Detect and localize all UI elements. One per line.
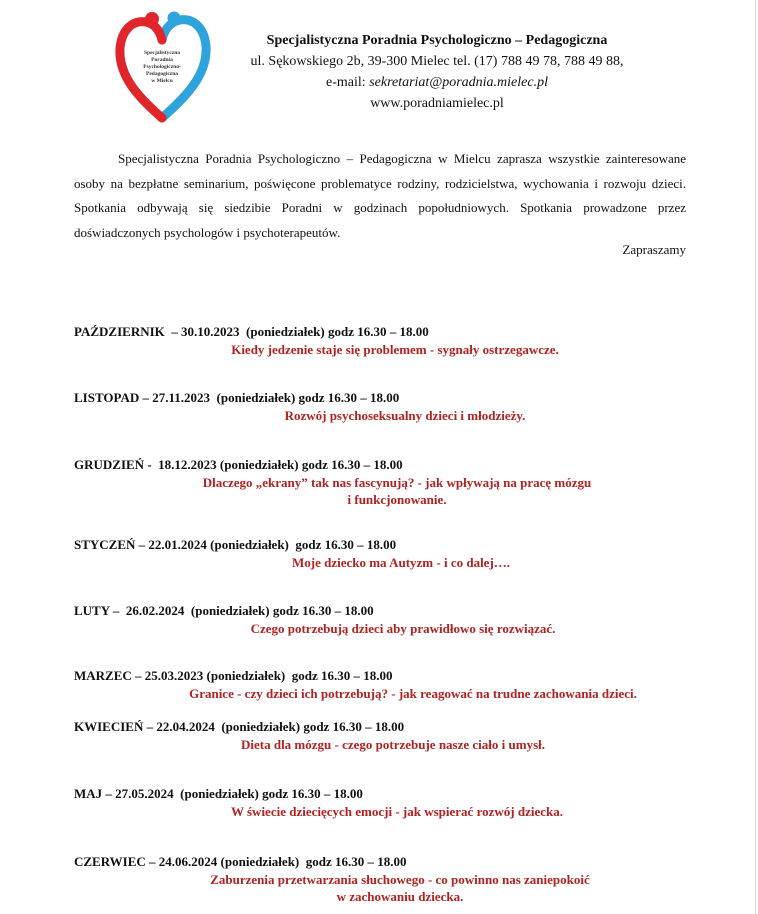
event-item: [74, 667, 686, 702]
event-date: MARZEC – 25.03.2023 (poniedziałek) godz 16.30 – 18.00: [74, 668, 393, 683]
event-date: KWIECIEŃ – 22.04.2024 (poniedziałek) godz 16.30 – 18.00: [74, 719, 405, 734]
letterhead: [232, 30, 642, 114]
org-name: Specjalistyczna Poradnia Psychologiczno – Pedagogiczna: [266, 33, 608, 48]
event-topic: Moje dziecko ma Autyzm - i co dalej….: [291, 555, 511, 570]
email-link[interactable]: sekretariat@poradnia.mielec.pl: [369, 75, 548, 90]
heart-logo-icon: [112, 6, 212, 124]
event-topic: Dlaczego „ekrany” tak nas fascynują? - jak wpływają na pracę mózgu i funkcjonowanie.: [202, 475, 592, 507]
event-date: MAJ – 27.05.2024 (poniedziałek) godz 16.30 – 18.00: [74, 786, 363, 801]
email-label: e-mail:: [326, 75, 370, 90]
event-topic: Czego potrzebują dzieci aby prawidłowo się rozwiązać.: [250, 621, 556, 636]
closing-text: Zapraszamy: [622, 242, 686, 257]
event-item: [74, 323, 686, 358]
email-line: [232, 72, 642, 93]
event-item: [74, 602, 686, 637]
event-topic: Zaburzenia przetwarzania słuchowego - co powinno nas zaniepokoić w zachowaniu dziecka.: [210, 872, 590, 904]
poradnia-logo: [112, 6, 212, 124]
event-topic: Kiedy jedzenie staje się problemem - sygnały ostrzegawcze.: [231, 342, 559, 357]
svg-text:Psychologiczno-: Psychologiczno-: [143, 64, 181, 70]
event-topic: Rozwój psychoseksualny dzieci i młodzieży.: [284, 408, 526, 423]
event-topic: W świecie dziecięcych emocji - jak wspierać rozwój dziecka.: [230, 804, 563, 819]
svg-text:w Mielcu: w Mielcu: [151, 78, 173, 84]
svg-text:Pedagogiczna: Pedagogiczna: [145, 71, 179, 77]
address: ul. Sękowskiego 2b, 39-300 Mielec tel. (17) 788 49 78, 788 49 88,: [250, 54, 624, 69]
event-item: [74, 536, 686, 571]
event-date: STYCZEŃ – 22.01.2024 (poniedziałek) godz 16.30 – 18.00: [74, 537, 397, 552]
event-item: [74, 456, 686, 508]
event-date: CZERWIEC – 24.06.2024 (poniedziałek) godz 16.30 – 18.00: [74, 854, 407, 869]
event-date: GRUDZIEŃ - 18.12.2023 (poniedziałek) godz 16.30 – 18.00: [74, 457, 403, 472]
page-edge: [755, 0, 756, 914]
event-date: LISTOPAD – 27.11.2023 (poniedziałek) godz 16.30 – 18.00: [74, 390, 400, 405]
event-topic: Granice - czy dzieci ich potrzebują? - jak reagować na trudne zachowania dzieci.: [189, 686, 637, 701]
event-date: PAŹDZIERNIK – 30.10.2023 (poniedziałek) godz 16.30 – 18.00: [74, 324, 429, 339]
event-item: [74, 853, 686, 905]
event-topic: Dieta dla mózgu - czego potrzebuje nasze ciało i umysł.: [240, 737, 545, 752]
intro-paragraph: Specjalistyczna Poradnia Psychologiczno – Pedagogiczna w Mielcu zaprasza wszystkie zainteresowane osoby na bezpłatne seminarium, poświęcone problematyce rodziny, rodzicielstwa, wychowania i rozwoju dzieci. Spotkania odbywają się siedzibie Poradni w godzinach popołudniowych. Spotkania prowadzone przez doświadczonych psychologów i psychoterapeutów.: [74, 151, 686, 240]
event-date: LUTY – 26.02.2024 (poniedziałek) godz 16.30 – 18.00: [74, 603, 374, 618]
svg-text:Specjalistyczna: Specjalistyczna: [143, 50, 181, 56]
event-item: [74, 389, 686, 424]
event-item: [74, 785, 686, 820]
website-link[interactable]: www.poradniamielec.pl: [370, 96, 504, 111]
svg-text:Poradnia: Poradnia: [151, 57, 173, 63]
event-item: [74, 718, 686, 753]
